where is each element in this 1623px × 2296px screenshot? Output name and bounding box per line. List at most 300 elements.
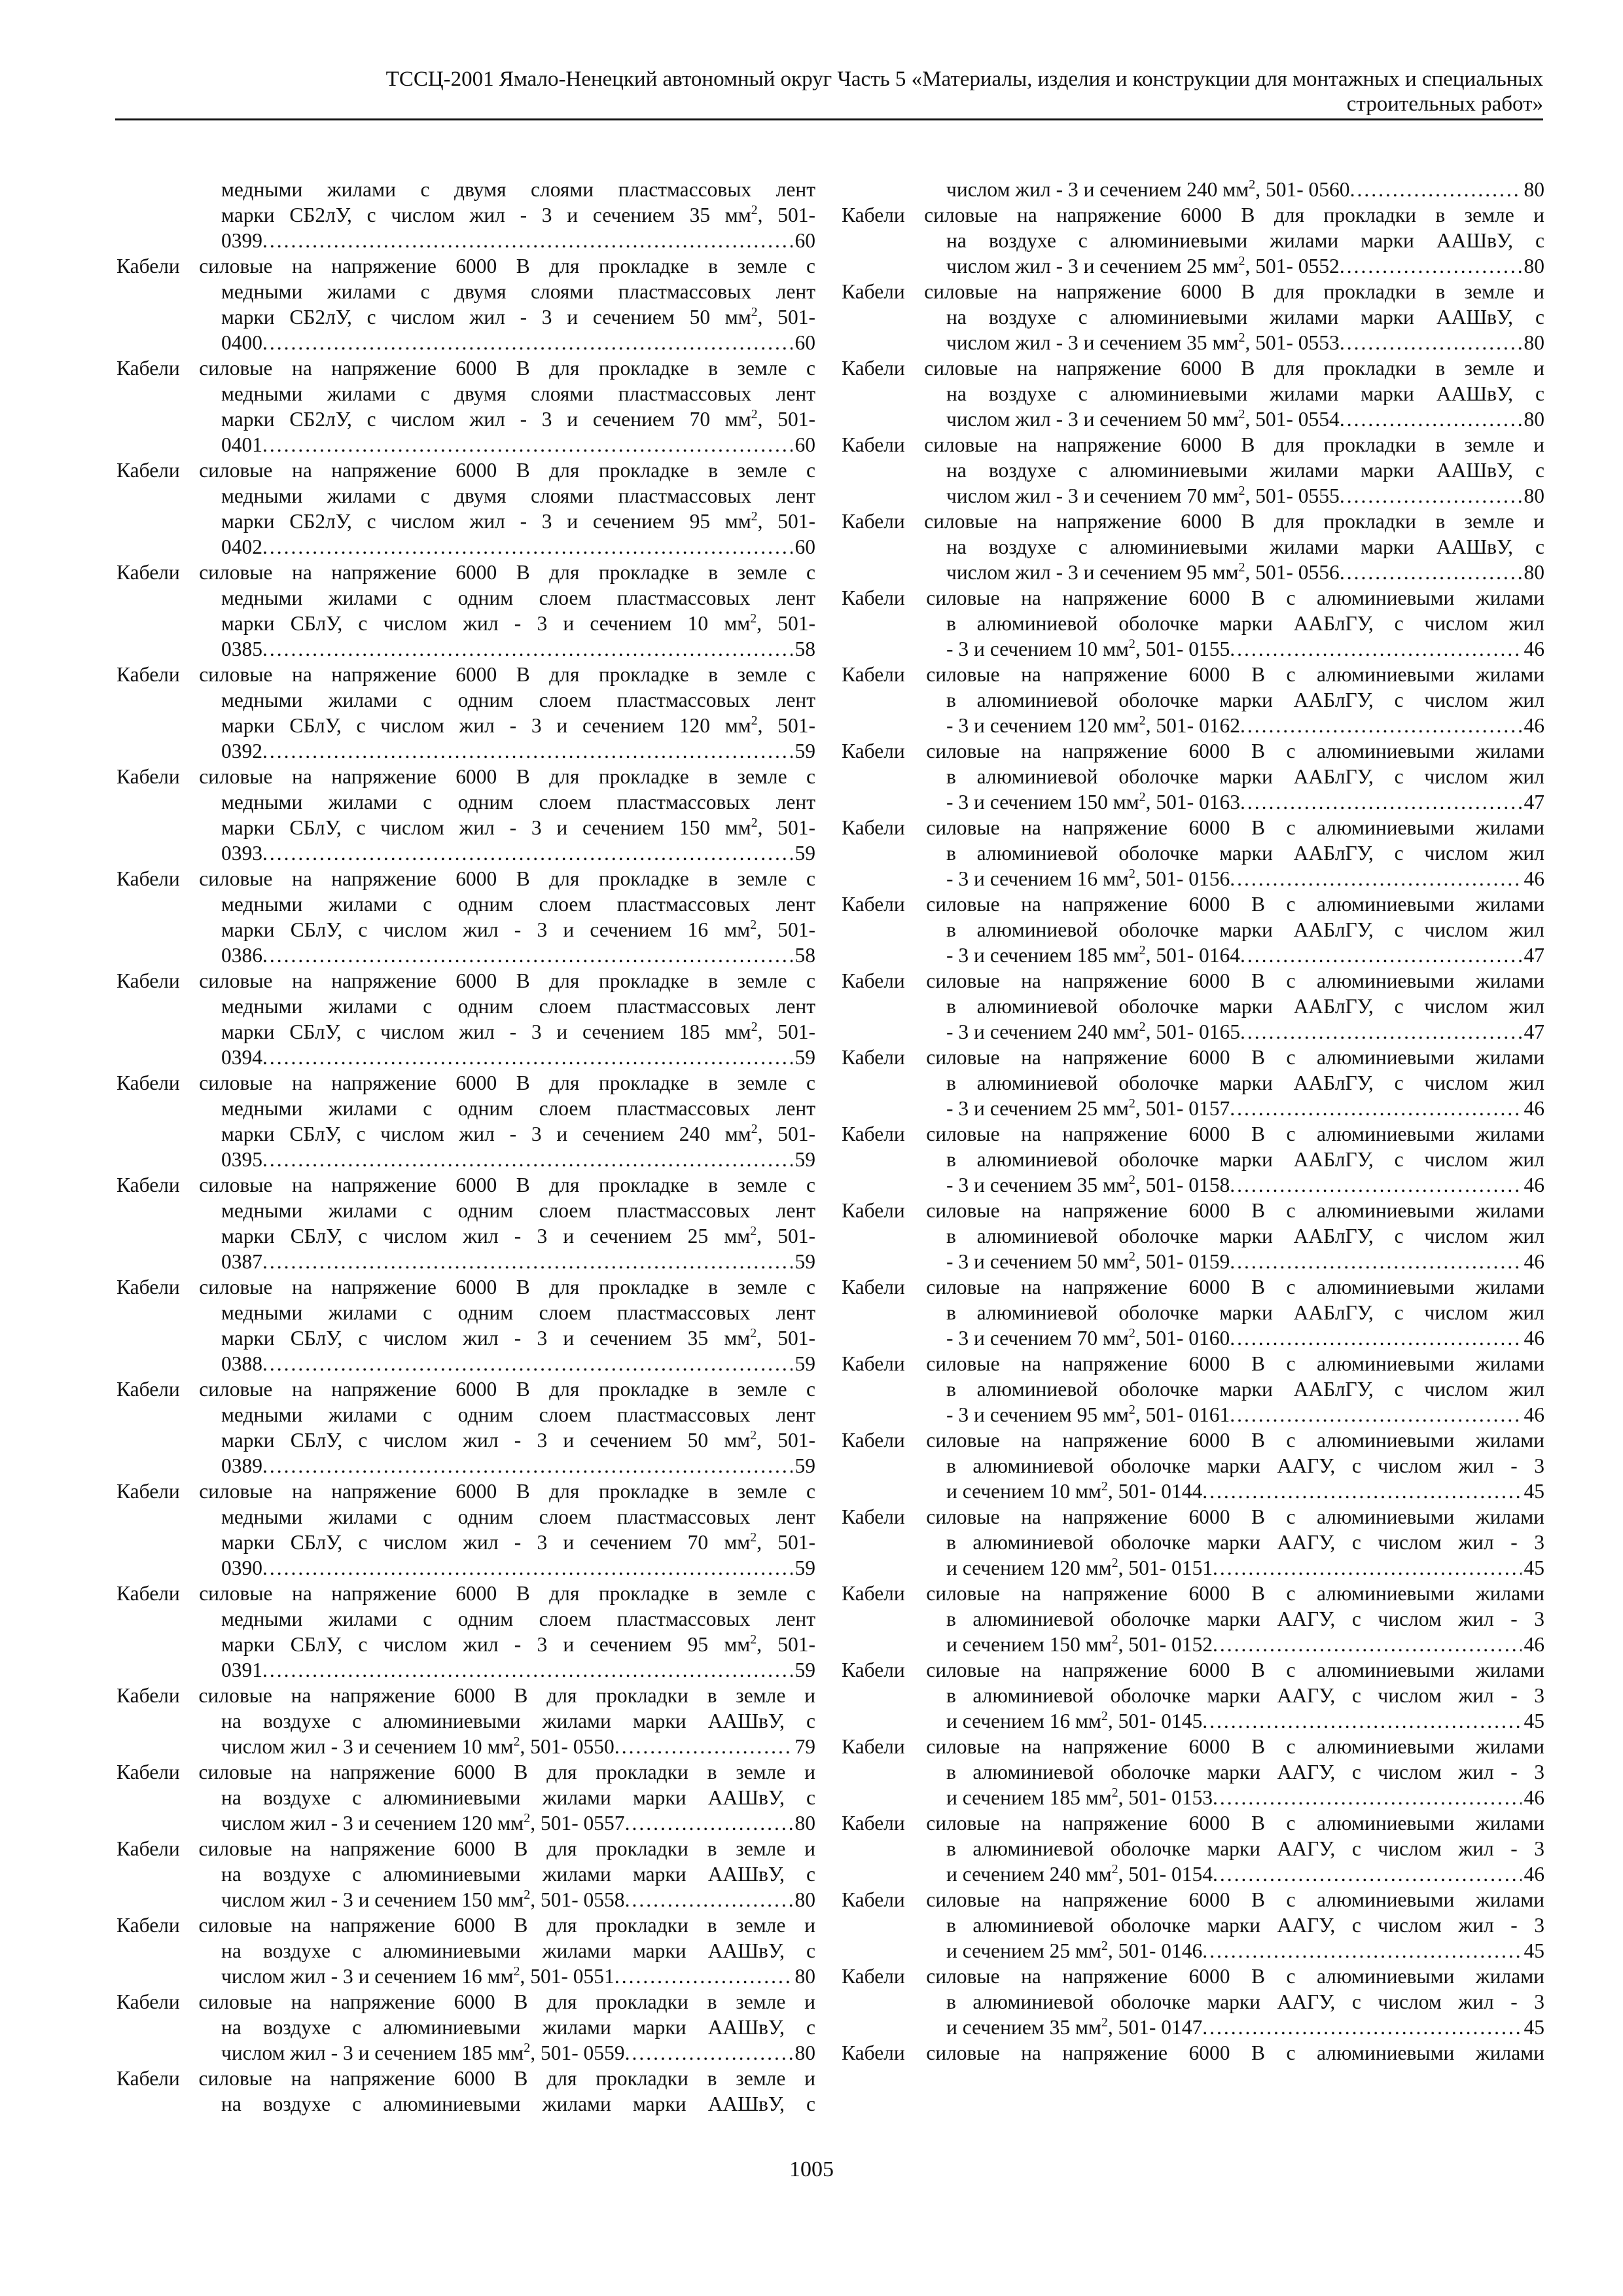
entry-code: 0389	[221, 1454, 262, 1477]
dot-leader	[1240, 942, 1522, 968]
index-entry	[842, 432, 1544, 509]
index-entry	[116, 1581, 815, 1683]
dot-leader	[1340, 253, 1522, 279]
entry-last-line	[842, 1172, 1544, 1198]
index-entry	[116, 1172, 815, 1274]
entry-code: - 3 и сечением 25 $мм^2$, 501- 0157	[946, 1096, 1230, 1120]
index-column-right	[842, 177, 1544, 2066]
dot-leader	[262, 1453, 793, 1479]
entry-code: - 3 и сечением 10 $мм^2$, 501- 0155	[946, 637, 1230, 660]
entry-last-line	[842, 1325, 1544, 1351]
entry-title-line: Кабели силовые на напряжение 6000 В для прокладке в земле с	[116, 663, 815, 686]
entry-last-line	[842, 2015, 1544, 2040]
entry-title-line: Кабели силовые на напряжение 6000 В для прокладке в земле с	[116, 765, 815, 788]
dot-leader	[1230, 1325, 1521, 1351]
index-entry	[842, 815, 1544, 891]
entry-continuation-line: марки СБлУ, с числом жил - 3 и сечением 10 $мм^2$, 501-	[221, 611, 815, 635]
entry-page-ref: 59	[794, 1250, 815, 1273]
entry-last-line	[842, 1479, 1544, 1504]
entry-page-ref: 46	[1524, 1250, 1544, 1273]
entry-title-line: Кабели силовые на напряжение 6000 В с алюминиевыми жилами	[842, 1122, 1544, 1145]
entry-page-ref: 47	[1524, 944, 1544, 967]
index-entry	[842, 891, 1544, 968]
entry-code: и сечением 25 $мм^2$, 501- 0146	[946, 1939, 1203, 1962]
entry-last-line	[842, 1861, 1544, 1887]
index-entry	[116, 177, 815, 253]
dot-leader	[262, 330, 793, 355]
entry-last-line	[116, 1351, 815, 1376]
entry-page-ref: 59	[794, 1556, 815, 1579]
entry-continuation-line: в алюминиевой оболочке марки ААБлГУ, с числом жил	[946, 689, 1544, 711]
entry-title-line: Кабели силовые на напряжение 6000 В для прокладки в земле и	[842, 280, 1544, 303]
entry-last-line	[842, 483, 1544, 509]
entry-code: 0390	[221, 1556, 262, 1579]
entry-last-line	[842, 1785, 1544, 1810]
entry-code: числом жил - 3 и сечением 120 $мм^2$, 501- 0557	[221, 1811, 625, 1835]
entry-code: числом жил - 3 и сечением 150 $мм^2$, 501- 0558	[221, 1888, 625, 1911]
index-entry	[842, 738, 1544, 815]
dot-leader	[1213, 1632, 1522, 1657]
index-entry	[842, 509, 1544, 585]
index-entry	[842, 662, 1544, 738]
entry-code: - 3 и сечением 120 $мм^2$, 501- 0162	[946, 713, 1240, 737]
index-entry	[116, 662, 815, 764]
dot-leader	[262, 738, 793, 764]
entry-title-line: Кабели силовые на напряжение 6000 В для прокладке в земле с	[116, 357, 815, 380]
entry-page-ref: 59	[794, 842, 815, 865]
dot-leader	[1230, 1172, 1521, 1198]
entry-continuation-line: медными жилами с одним слоем пластмассовых лент	[221, 586, 815, 609]
entry-last-line	[116, 432, 815, 457]
entry-code: - 3 и сечением 185 $мм^2$, 501- 0164	[946, 943, 1240, 967]
entry-code: числом жил - 3 и сечением 185 $мм^2$, 501- 0559	[221, 2041, 625, 2064]
entry-last-line	[116, 1657, 815, 1683]
index-entry	[116, 2066, 815, 2117]
index-entry	[842, 1274, 1544, 1351]
entry-code: числом жил - 3 и сечением 95 $мм^2$, 501- 0556	[946, 560, 1340, 584]
dot-leader	[262, 1657, 793, 1683]
dot-leader	[1350, 177, 1522, 202]
index-entry	[842, 202, 1544, 279]
entry-page-ref: 46	[1524, 1097, 1544, 1120]
entry-last-line	[842, 406, 1544, 432]
entry-page-ref: 80	[794, 2041, 815, 2064]
entry-continuation-line: медными жилами с одним слоем пластмассовых лент	[221, 893, 815, 916]
index-entry	[842, 1964, 1544, 2040]
index-entry	[116, 457, 815, 560]
entry-last-line	[842, 636, 1544, 662]
entry-code: 0394	[221, 1046, 262, 1069]
dot-leader	[1240, 1019, 1522, 1045]
entry-page-ref: 58	[794, 944, 815, 967]
dot-leader	[262, 1147, 793, 1172]
entry-code: числом жил - 3 и сечением 10 $мм^2$, 501- 0550	[221, 1734, 615, 1758]
entry-page-ref: 45	[1524, 1556, 1544, 1579]
entry-last-line	[116, 534, 815, 560]
entry-title-line: Кабели силовые на напряжение 6000 В для прокладке в земле с	[116, 1480, 815, 1503]
entry-title-line: Кабели силовые на напряжение 6000 В для прокладки в земле и	[116, 1761, 815, 1784]
entry-page-ref: 60	[794, 331, 815, 354]
entry-code: - 3 и сечением 240 $мм^2$, 501- 0165	[946, 1020, 1240, 1043]
entry-continuation-line: в алюминиевой оболочке марки ААБлГУ, с числом жил	[946, 842, 1544, 865]
entry-title-line: Кабели силовые на напряжение 6000 В для прокладки в земле и	[116, 1990, 815, 2013]
entry-code: 0392	[221, 740, 262, 762]
entry-title-line: Кабели силовые на напряжение 6000 В для прокладки в земле и	[116, 1837, 815, 1860]
entry-continuation-line: в алюминиевой оболочке марки ААГУ, с числом жил - 3	[946, 1531, 1544, 1554]
entry-code: и сечением 185 $мм^2$, 501- 0153	[946, 1785, 1213, 1809]
dot-leader	[1230, 866, 1521, 891]
entry-page-ref: 59	[794, 1046, 815, 1069]
entry-continuation-line: на воздухе с алюминиевыми жилами марки ААШвУ, с	[221, 1863, 815, 1886]
entry-title-line: Кабели силовые на напряжение 6000 В для прокладке в земле с	[116, 969, 815, 992]
entry-title-line: Кабели силовые на напряжение 6000 В с алюминиевыми жилами	[842, 1735, 1544, 1758]
entry-last-line	[116, 1964, 815, 1989]
entry-last-line	[116, 636, 815, 662]
entry-continuation-line: в алюминиевой оболочке марки ААБлГУ, с числом жил	[946, 612, 1544, 635]
index-entry	[116, 1274, 815, 1376]
entry-code: числом жил - 3 и сечением 240 $мм^2$, 501- 0560	[946, 177, 1350, 201]
entry-continuation-line: в алюминиевой оболочке марки ААБлГУ, с числом жил	[946, 1378, 1544, 1401]
entry-code: и сечением 16 $мм^2$, 501- 0145	[946, 1709, 1203, 1732]
entry-title-line: Кабели силовые на напряжение 6000 В для прокладке в земле с	[116, 1582, 815, 1605]
entry-continuation-line: в алюминиевой оболочке марки ААБлГУ, с числом жил	[946, 1071, 1544, 1094]
dot-leader	[1340, 560, 1522, 585]
entry-continuation-line: марки СБлУ, с числом жил - 3 и сечением 50 $мм^2$, 501-	[221, 1428, 815, 1452]
entry-title-line: Кабели силовые на напряжение 6000 В с алюминиевыми жилами	[842, 1429, 1544, 1452]
entry-page-ref: 80	[1524, 408, 1544, 431]
dot-leader	[1340, 406, 1522, 432]
index-entry	[116, 253, 815, 355]
entry-code: числом жил - 3 и сечением 16 $мм^2$, 501- 0551	[221, 1964, 615, 1988]
entry-continuation-line: марки СБлУ, с числом жил - 3 и сечением 240 $мм^2$, 501-	[221, 1122, 815, 1145]
entry-title-line: Кабели силовые на напряжение 6000 В с алюминиевыми жилами	[842, 2041, 1544, 2064]
entry-page-ref: 59	[794, 1454, 815, 1477]
entry-last-line	[116, 1887, 815, 1912]
entry-code: - 3 и сечением 35 $мм^2$, 501- 0158	[946, 1173, 1230, 1196]
dot-leader	[262, 1045, 793, 1070]
entry-last-line	[842, 1249, 1544, 1274]
entry-title-line: Кабели силовые на напряжение 6000 В с алюминиевыми жилами	[842, 1812, 1544, 1835]
index-entry	[842, 1121, 1544, 1198]
entry-last-line	[842, 330, 1544, 355]
entry-page-ref: 46	[1524, 1786, 1544, 1809]
entry-title-line: Кабели силовые на напряжение 6000 В с алюминиевыми жилами	[842, 1199, 1544, 1222]
dot-leader	[1230, 1402, 1521, 1427]
entry-page-ref: 46	[1524, 867, 1544, 890]
index-entry	[116, 1376, 815, 1479]
header-line-1: ТССЦ-2001 Ямало-Ненецкий автономный округ Часть 5 «Материалы, изделия и конструкции для монтажных и специальных	[385, 67, 1543, 91]
index-entry	[116, 1479, 815, 1581]
entry-last-line	[842, 1096, 1544, 1121]
entry-last-line	[842, 560, 1544, 585]
entry-continuation-line: медными жилами с одним слоем пластмассовых лент	[221, 995, 815, 1018]
entry-page-ref: 45	[1524, 1710, 1544, 1732]
dot-leader	[1202, 1938, 1521, 1964]
entry-code: 0401	[221, 433, 262, 456]
entry-last-line	[842, 177, 1544, 202]
entry-continuation-line: в алюминиевой оболочке марки ААГУ, с числом жил - 3	[946, 1990, 1544, 2013]
entry-page-ref: 80	[794, 1812, 815, 1835]
header-line-2: строительных работ»	[1346, 92, 1543, 116]
entry-title-line: Кабели силовые на напряжение 6000 В для прокладки в земле и	[842, 433, 1544, 456]
index-entry	[842, 1887, 1544, 1964]
dot-leader	[1340, 330, 1522, 355]
entry-code: 0388	[221, 1352, 262, 1375]
dot-leader	[625, 1810, 793, 1836]
entry-page-ref: 80	[794, 1965, 815, 1988]
entry-page-ref: 60	[794, 229, 815, 252]
entry-continuation-line: марки СБлУ, с числом жил - 3 и сечением 70 $мм^2$, 501-	[221, 1530, 815, 1554]
index-entry	[842, 279, 1544, 355]
index-entry	[842, 1734, 1544, 1810]
index-entry	[842, 1351, 1544, 1427]
index-entry	[842, 585, 1544, 662]
entry-page-ref: 59	[794, 1148, 815, 1171]
entry-continuation-line: в алюминиевой оболочке марки ААБлГУ, с числом жил	[946, 918, 1544, 941]
entry-last-line	[842, 1555, 1544, 1581]
dot-leader	[625, 1887, 793, 1912]
entry-page-ref: 58	[794, 637, 815, 660]
entry-continuation-line: медными жилами с двумя слоями пластмассовых лент	[221, 178, 815, 201]
dot-leader	[1230, 1096, 1521, 1121]
entry-page-ref: 45	[1524, 1939, 1544, 1962]
entry-continuation-line: медными жилами с одним слоем пластмассовых лент	[221, 689, 815, 711]
index-entry	[116, 866, 815, 968]
entry-page-ref: 79	[794, 1735, 815, 1758]
entry-last-line	[116, 738, 815, 764]
dot-leader	[262, 636, 793, 662]
index-entry	[116, 560, 815, 662]
entry-code: числом жил - 3 и сечением 50 $мм^2$, 501- 0554	[946, 407, 1340, 431]
entry-last-line	[842, 789, 1544, 815]
index-entry	[842, 2040, 1544, 2066]
entry-code: 0399	[221, 229, 262, 252]
entry-continuation-line: медными жилами с одним слоем пластмассовых лент	[221, 791, 815, 814]
entry-title-line: Кабели силовые на напряжение 6000 В для прокладки в земле и	[842, 204, 1544, 226]
entry-code: и сечением 10 $мм^2$, 501- 0144	[946, 1479, 1203, 1503]
dot-leader	[262, 942, 793, 968]
entry-continuation-line: марки СБ2лУ, с числом жил - 3 и сечением 35 $мм^2$, 501-	[221, 203, 815, 226]
entry-page-ref: 46	[1524, 637, 1544, 660]
entry-last-line	[116, 1453, 815, 1479]
entry-title-line: Кабели силовые на напряжение 6000 В с алюминиевыми жилами	[842, 1276, 1544, 1299]
entry-continuation-line: марки СБ2лУ, с числом жил - 3 и сечением 95 $мм^2$, 501-	[221, 509, 815, 533]
entry-code: числом жил - 3 и сечением 25 $мм^2$, 501- 0552	[946, 254, 1340, 278]
entry-title-line: Кабели силовые на напряжение 6000 В с алюминиевыми жилами	[842, 969, 1544, 992]
entry-title-line: Кабели силовые на напряжение 6000 В для прокладке в земле с	[116, 1071, 815, 1094]
entry-last-line	[842, 1938, 1544, 1964]
entry-code: и сечением 120 $мм^2$, 501- 0151	[946, 1556, 1213, 1579]
index-entry	[116, 1070, 815, 1172]
page-number: 1005	[789, 2157, 834, 2181]
entry-continuation-line: марки СБлУ, с числом жил - 3 и сечением 95 $мм^2$, 501-	[221, 1632, 815, 1656]
entry-title-line: Кабели силовые на напряжение 6000 В с алюминиевыми жилами	[842, 1046, 1544, 1069]
entry-code: 0386	[221, 944, 262, 967]
entry-code: 0393	[221, 842, 262, 865]
entry-title-line: Кабели силовые на напряжение 6000 В с алюминиевыми жилами	[842, 1659, 1544, 1681]
entry-continuation-line: на воздухе с алюминиевыми жилами марки ААШвУ, с	[946, 382, 1544, 405]
entry-page-ref: 80	[1524, 484, 1544, 507]
index-entry	[842, 1045, 1544, 1121]
entry-title-line: Кабели силовые на напряжение 6000 В с алюминиевыми жилами	[842, 816, 1544, 839]
index-entry	[842, 1427, 1544, 1504]
entry-page-ref: 59	[794, 740, 815, 762]
index-entry	[842, 1810, 1544, 1887]
entry-last-line	[842, 942, 1544, 968]
entry-continuation-line: медными жилами с двумя слоями пластмассовых лент	[221, 382, 815, 405]
entry-title-line: Кабели силовые на напряжение 6000 В с алюминиевыми жилами	[842, 1582, 1544, 1605]
entry-continuation-line: марки СБлУ, с числом жил - 3 и сечением 150 $мм^2$, 501-	[221, 816, 815, 839]
entry-last-line	[842, 1019, 1544, 1045]
entry-page-ref: 59	[794, 1352, 815, 1375]
entry-last-line	[842, 713, 1544, 738]
entry-continuation-line: марки СБлУ, с числом жил - 3 и сечением 16 $мм^2$, 501-	[221, 918, 815, 941]
index-entry	[842, 968, 1544, 1045]
entry-code: - 3 и сечением 95 $мм^2$, 501- 0161	[946, 1403, 1230, 1426]
entry-code: - 3 и сечением 16 $мм^2$, 501- 0156	[946, 867, 1230, 890]
entry-continuation-line: марки СБ2лУ, с числом жил - 3 и сечением 50 $мм^2$, 501-	[221, 305, 815, 329]
entry-code: числом жил - 3 и сечением 70 $мм^2$, 501- 0555	[946, 484, 1340, 507]
entry-title-line: Кабели силовые на напряжение 6000 В с алюминиевыми жилами	[842, 663, 1544, 686]
entry-continuation-line: на воздухе с алюминиевыми жилами марки ААШвУ, с	[946, 459, 1544, 482]
dot-leader	[1213, 1861, 1522, 1887]
entry-continuation-line: на воздухе с алюминиевыми жилами марки ААШвУ, с	[221, 2016, 815, 2039]
entry-title-line: Кабели силовые на напряжение 6000 В для прокладки в земле и	[842, 510, 1544, 533]
entry-title-line: Кабели силовые на напряжение 6000 В с алюминиевыми жилами	[842, 1352, 1544, 1375]
entry-continuation-line: медными жилами с одним слоем пластмассовых лент	[221, 1403, 815, 1426]
entry-last-line	[116, 1810, 815, 1836]
entry-continuation-line: в алюминиевой оболочке марки ААБлГУ, с числом жил	[946, 1225, 1544, 1247]
dot-leader	[1213, 1785, 1522, 1810]
entry-page-ref: 46	[1524, 1633, 1544, 1656]
entry-title-line: Кабели силовые на напряжение 6000 В для прокладки в земле и	[116, 1914, 815, 1937]
entry-title-line: Кабели силовые на напряжение 6000 В для прокладке в земле с	[116, 1378, 815, 1401]
entry-code: - 3 и сечением 70 $мм^2$, 501- 0160	[946, 1326, 1230, 1350]
dot-leader	[262, 1555, 793, 1581]
entry-last-line	[116, 2040, 815, 2066]
entry-page-ref: 80	[794, 1888, 815, 1911]
dot-leader	[1240, 713, 1522, 738]
entry-continuation-line: марки СБлУ, с числом жил - 3 и сечением 35 $мм^2$, 501-	[221, 1326, 815, 1350]
entry-page-ref: 46	[1524, 1403, 1544, 1426]
entry-last-line	[842, 1402, 1544, 1427]
index-entry	[842, 1198, 1544, 1274]
entry-page-ref: 80	[1524, 178, 1544, 201]
entry-continuation-line: медными жилами с одним слоем пластмассовых лент	[221, 1505, 815, 1528]
index-entry	[116, 968, 815, 1070]
entry-continuation-line: на воздухе с алюминиевыми жилами марки ААШвУ, с	[946, 535, 1544, 558]
entry-page-ref: 47	[1524, 1020, 1544, 1043]
entry-continuation-line: в алюминиевой оболочке марки ААГУ, с числом жил - 3	[946, 1914, 1544, 1937]
dot-leader	[625, 2040, 793, 2066]
index-entry	[116, 1759, 815, 1836]
entry-continuation-line: медными жилами с двумя слоями пластмассовых лент	[221, 484, 815, 507]
entry-continuation-line: на воздухе с алюминиевыми жилами марки ААШвУ, с	[946, 306, 1544, 329]
running-header	[118, 67, 1543, 117]
entry-code: числом жил - 3 и сечением 35 $мм^2$, 501- 0553	[946, 331, 1340, 354]
index-entry	[116, 1989, 815, 2066]
entry-last-line	[842, 866, 1544, 891]
entry-title-line: Кабели силовые на напряжение 6000 В для прокладке в земле с	[116, 255, 815, 278]
entry-last-line	[116, 942, 815, 968]
entry-continuation-line: на воздухе с алюминиевыми жилами марки ААШвУ, с	[221, 1786, 815, 1809]
entry-title-line: Кабели силовые на напряжение 6000 В для прокладки в земле и	[116, 2067, 815, 2090]
dot-leader	[262, 228, 793, 253]
entry-title-line: Кабели силовые на напряжение 6000 В для прокладки в земле и	[116, 1684, 815, 1707]
entry-code: 0387	[221, 1250, 262, 1273]
entry-code: 0402	[221, 535, 262, 558]
index-entry	[842, 177, 1544, 202]
dot-leader	[262, 534, 793, 560]
entry-last-line	[116, 1147, 815, 1172]
entry-code: 0400	[221, 331, 262, 354]
dot-leader	[1202, 2015, 1521, 2040]
entry-continuation-line: в алюминиевой оболочке марки ААБлГУ, с числом жил	[946, 1301, 1544, 1324]
index-entry	[116, 764, 815, 866]
entry-title-line: Кабели силовые на напряжение 6000 В для прокладке в земле с	[116, 459, 815, 482]
entry-continuation-line: в алюминиевой оболочке марки ААГУ, с числом жил - 3	[946, 1454, 1544, 1477]
entry-code: - 3 и сечением 50 $мм^2$, 501- 0159	[946, 1249, 1230, 1273]
entry-last-line	[116, 330, 815, 355]
dot-leader	[262, 840, 793, 866]
dot-leader	[615, 1734, 793, 1759]
entry-continuation-line: медными жилами с одним слоем пластмассовых лент	[221, 1097, 815, 1120]
index-entry	[116, 355, 815, 457]
entry-last-line	[842, 1708, 1544, 1734]
entry-page-ref: 60	[794, 433, 815, 456]
index-entry	[842, 1581, 1544, 1657]
entry-continuation-line: медными жилами с двумя слоями пластмассовых лент	[221, 280, 815, 303]
entry-title-line: Кабели силовые на напряжение 6000 В с алюминиевыми жилами	[842, 893, 1544, 916]
entry-page-ref: 46	[1524, 1327, 1544, 1350]
entry-last-line	[116, 1555, 815, 1581]
entry-title-line: Кабели силовые на напряжение 6000 В для прокладке в земле с	[116, 1174, 815, 1196]
entry-last-line	[116, 1045, 815, 1070]
index-entry	[842, 355, 1544, 432]
entry-continuation-line: в алюминиевой оболочке марки ААБлГУ, с числом жил	[946, 1148, 1544, 1171]
entry-continuation-line: марки СБлУ, с числом жил - 3 и сечением 120 $мм^2$, 501-	[221, 713, 815, 737]
dot-leader	[1202, 1479, 1521, 1504]
dot-leader	[1240, 789, 1522, 815]
entry-last-line	[116, 228, 815, 253]
entry-title-line: Кабели силовые на напряжение 6000 В с алюминиевыми жилами	[842, 1888, 1544, 1911]
entry-page-ref: 80	[1524, 255, 1544, 278]
dot-leader	[1213, 1555, 1522, 1581]
index-entry	[116, 1912, 815, 1989]
entry-title-line: Кабели силовые на напряжение 6000 В для прокладке в земле с	[116, 867, 815, 890]
entry-code: и сечением 240 $мм^2$, 501- 0154	[946, 1862, 1213, 1886]
entry-code: - 3 и сечением 150 $мм^2$, 501- 0163	[946, 790, 1240, 814]
entry-last-line	[116, 1734, 815, 1759]
dot-leader	[1340, 483, 1522, 509]
entry-page-ref: 80	[1524, 561, 1544, 584]
entry-continuation-line: марки СБлУ, с числом жил - 3 и сечением 185 $мм^2$, 501-	[221, 1020, 815, 1043]
entry-page-ref: 46	[1524, 714, 1544, 737]
entry-continuation-line: в алюминиевой оболочке марки ААБлГУ, с числом жил	[946, 995, 1544, 1018]
entry-title-line: Кабели силовые на напряжение 6000 В для прокладке в земле с	[116, 561, 815, 584]
entry-title-line: Кабели силовые на напряжение 6000 В для прокладки в земле и	[842, 357, 1544, 380]
entry-page-ref: 45	[1524, 2016, 1544, 2039]
entry-continuation-line: марки СБ2лУ, с числом жил - 3 и сечением 70 $мм^2$, 501-	[221, 407, 815, 431]
entry-page-ref: 80	[1524, 331, 1544, 354]
header-rule	[115, 118, 1543, 120]
entry-code: 0385	[221, 637, 262, 660]
dot-leader	[1230, 636, 1521, 662]
entry-continuation-line: марки СБлУ, с числом жил - 3 и сечением 25 $мм^2$, 501-	[221, 1224, 815, 1247]
entry-title-line: Кабели силовые на напряжение 6000 В с алюминиевыми жилами	[842, 740, 1544, 762]
entry-title-line: Кабели силовые на напряжение 6000 В с алюминиевыми жилами	[842, 586, 1544, 609]
entry-page-ref: 46	[1524, 1863, 1544, 1886]
